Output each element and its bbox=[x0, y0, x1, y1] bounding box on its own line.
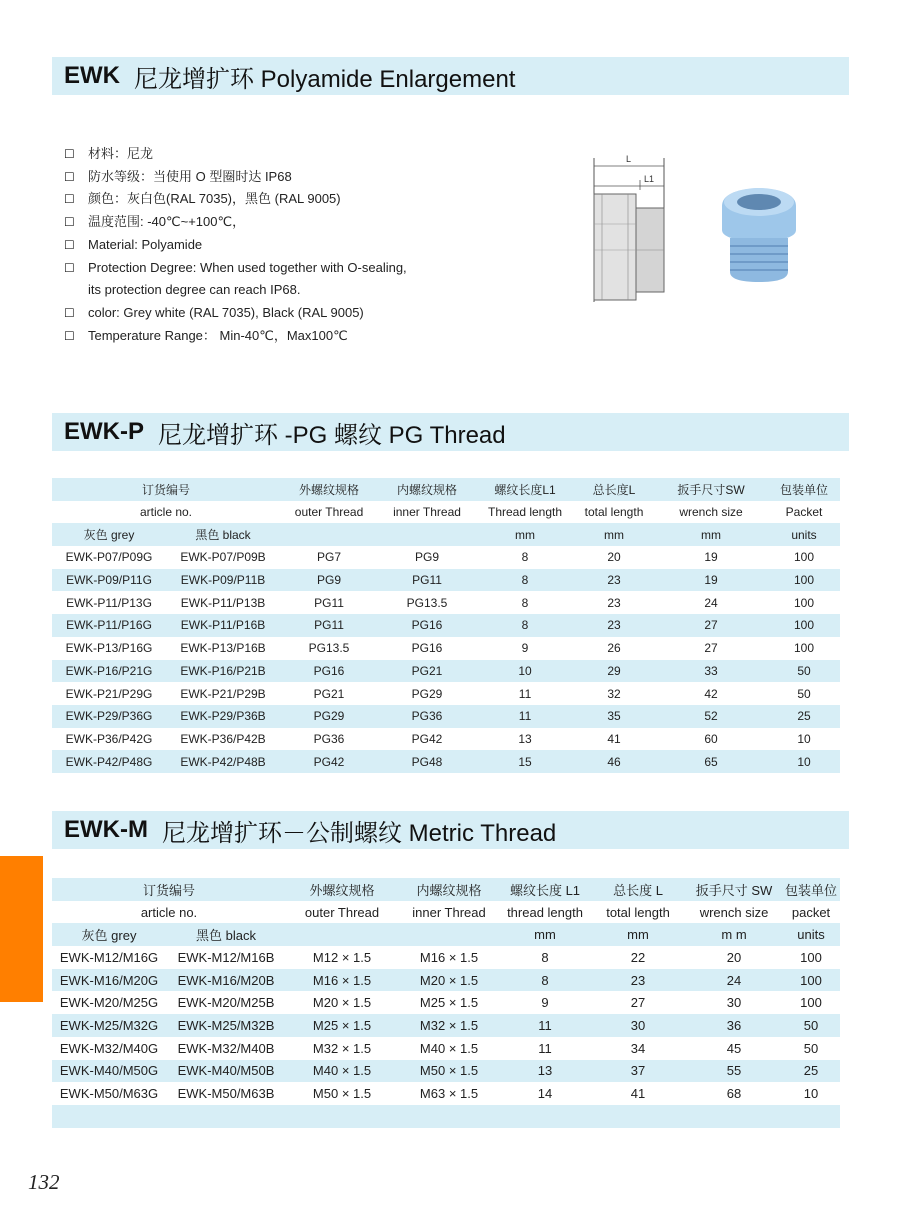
table-cell: EWK-M32/M40G bbox=[59, 1040, 159, 1056]
table-cell: 11 bbox=[538, 1040, 552, 1056]
header-row-units bbox=[52, 923, 840, 946]
header-row-en bbox=[52, 901, 840, 924]
table-row bbox=[52, 1037, 840, 1060]
table-cell: EWK-M50/M63G bbox=[59, 1086, 159, 1102]
table-cell: 10 bbox=[768, 750, 840, 773]
table-cell: 24 bbox=[686, 969, 782, 992]
table-cell: 8 bbox=[541, 949, 549, 965]
header-cell: units bbox=[782, 923, 840, 946]
table-cell: 27 bbox=[654, 614, 768, 637]
table-cell: M40 × 1.5 bbox=[419, 1040, 479, 1056]
table-cell: EWK-P11/P13B bbox=[180, 595, 266, 610]
table-cell: 52 bbox=[654, 705, 768, 728]
table-cell: 68 bbox=[726, 1086, 742, 1102]
table-cell: PG16 bbox=[378, 614, 476, 637]
table-cell: PG21 bbox=[313, 686, 345, 701]
table-cell: 25 bbox=[782, 1060, 840, 1083]
table-cell: 100 bbox=[800, 995, 822, 1011]
table-cell: EWK-P16/P21B bbox=[166, 660, 280, 683]
header-cell: inner Thread bbox=[393, 505, 461, 520]
header-cell bbox=[286, 923, 398, 946]
table-cell: 50 bbox=[782, 1014, 840, 1037]
section-header-metric bbox=[52, 811, 849, 849]
header-cell: wrench size bbox=[699, 904, 769, 920]
checkbox-bullet-icon: ☐ bbox=[64, 237, 75, 252]
header-cell: 扳手尺寸 SW bbox=[686, 878, 782, 901]
table-cell: M50 × 1.5 bbox=[312, 1086, 372, 1102]
table-cell: 8 bbox=[521, 550, 529, 565]
header-cell: 总长度 L bbox=[590, 878, 686, 901]
table-row bbox=[52, 546, 840, 569]
section-code: EWK bbox=[64, 62, 120, 89]
table-cell: 29 bbox=[574, 660, 654, 683]
table-row bbox=[52, 946, 840, 969]
table-cell: 100 bbox=[768, 614, 840, 637]
header-cell: 黑色 black bbox=[166, 923, 286, 946]
table-row bbox=[52, 682, 840, 705]
header-cell: total length bbox=[606, 904, 670, 920]
header-cell: outer Thread bbox=[304, 904, 380, 920]
section-code: EWK-M bbox=[64, 816, 148, 843]
table-cell: M50 × 1.5 bbox=[398, 1060, 500, 1083]
header-cell: 外螺纹规格 bbox=[286, 878, 398, 901]
header-cell: 外螺纹规格 bbox=[280, 478, 378, 501]
table-cell: PG7 bbox=[317, 550, 342, 565]
header-row-cn bbox=[52, 478, 840, 501]
spec-text: its protection degree can reach IP68. bbox=[88, 282, 301, 298]
section-title: 尼龙增扩环 -PG 螺纹 PG Thread bbox=[158, 421, 506, 449]
header-cell: thread length bbox=[507, 904, 583, 920]
spec-text: 防水等级：当使用 O 型圈时达 IP68 bbox=[88, 168, 292, 184]
header-cell: Thread length bbox=[487, 505, 563, 520]
table-cell: 33 bbox=[654, 660, 768, 683]
header-row-en bbox=[52, 501, 840, 524]
checkbox-bullet-icon: ☐ bbox=[64, 215, 75, 230]
table-cell: 20 bbox=[607, 550, 621, 565]
table-cell: 36 bbox=[686, 1014, 782, 1037]
header-cell: 灰色 grey bbox=[52, 923, 166, 946]
table-cell: 11 bbox=[500, 1014, 590, 1037]
header-cell: article no. bbox=[139, 505, 193, 520]
table-cell: EWK-P16/P21G bbox=[52, 660, 166, 683]
table-row bbox=[52, 637, 840, 660]
table-cell: PG48 bbox=[378, 750, 476, 773]
header-cell: mm bbox=[654, 523, 768, 546]
page-number: 132 bbox=[28, 1170, 60, 1194]
checkbox-bullet-icon: ☐ bbox=[64, 305, 75, 320]
table-cell: 11 bbox=[518, 686, 532, 701]
header-cell: mm bbox=[574, 523, 654, 546]
table-cell: EWK-M40/M50B bbox=[166, 1060, 286, 1083]
section-title: 尼龙增扩环－公制螺纹 Metric Thread bbox=[161, 819, 557, 847]
spec-text: 材料：尼龙 bbox=[88, 146, 154, 161]
spec-item bbox=[64, 257, 544, 280]
table-cell: 50 bbox=[797, 686, 811, 701]
table-cell: M40 × 1.5 bbox=[286, 1060, 398, 1083]
table-cell: 8 bbox=[476, 614, 574, 637]
product-photo bbox=[716, 176, 802, 286]
header-cell: 螺纹长度 L1 bbox=[500, 878, 590, 901]
table-cell: 100 bbox=[794, 550, 815, 565]
table-cell: EWK-P42/P48G bbox=[52, 750, 166, 773]
header-cell: 总长度L bbox=[574, 478, 654, 501]
table-cell: 65 bbox=[654, 750, 768, 773]
table-cell: PG9 bbox=[415, 550, 440, 565]
header-cell: packet bbox=[791, 904, 831, 920]
table-cell: 100 bbox=[794, 641, 815, 656]
table-row bbox=[52, 705, 840, 728]
checkbox-bullet-icon: ☐ bbox=[64, 260, 75, 275]
table-cell: PG9 bbox=[280, 569, 378, 592]
table-cell: EWK-M50/M63B bbox=[177, 1086, 275, 1102]
table-cell: EWK-M25/M32G bbox=[52, 1014, 166, 1037]
table-cell: 34 bbox=[630, 1040, 646, 1056]
technical-drawing bbox=[588, 150, 674, 310]
table-cell: EWK-M20/M25G bbox=[59, 995, 159, 1011]
table-cell: 14 bbox=[537, 1086, 553, 1102]
table-cell: 27 bbox=[704, 641, 718, 656]
table-cell: 60 bbox=[704, 731, 718, 746]
header-cell: outer Thread bbox=[294, 505, 364, 520]
table-cell: PG13.5 bbox=[406, 595, 448, 610]
table-cell: EWK-P29/P36G bbox=[52, 705, 166, 728]
table-cell: 8 bbox=[476, 569, 574, 592]
table-cell: 8 bbox=[521, 595, 529, 610]
table-cell: M25 × 1.5 bbox=[286, 1014, 398, 1037]
table-cell: 100 bbox=[782, 969, 840, 992]
table-cell: 50 bbox=[768, 660, 840, 683]
header-cell: mm bbox=[476, 523, 574, 546]
spec-item bbox=[64, 302, 544, 325]
metric-thread-table bbox=[52, 878, 840, 1128]
table-cell: M20 × 1.5 bbox=[398, 969, 500, 992]
table-cell: 10 bbox=[476, 660, 574, 683]
table-cell: 10 bbox=[803, 1086, 819, 1102]
table-row bbox=[52, 750, 840, 773]
table-cell: 22 bbox=[630, 949, 646, 965]
table-cell: 26 bbox=[607, 641, 621, 656]
table-cell: 23 bbox=[574, 569, 654, 592]
table-row bbox=[52, 614, 840, 637]
table-cell: M25 × 1.5 bbox=[419, 995, 479, 1011]
section-title: 尼龙增扩环 Polyamide Enlargement bbox=[134, 65, 516, 93]
section-side-tab bbox=[0, 856, 43, 1002]
header-cell: 螺纹长度L1 bbox=[476, 478, 574, 501]
table-cell: EWK-P11/P13G bbox=[66, 595, 152, 610]
header-cell bbox=[280, 523, 378, 546]
table-cell: M16 × 1.5 bbox=[419, 949, 479, 965]
table-cell: EWK-P11/P16B bbox=[166, 614, 280, 637]
table-cell: PG29 bbox=[411, 686, 443, 701]
table-cell: 46 bbox=[574, 750, 654, 773]
table-cell: M16 × 1.5 bbox=[286, 969, 398, 992]
header-cell: 黑色 black bbox=[166, 523, 280, 546]
table-cell: M63 × 1.5 bbox=[419, 1086, 479, 1102]
spec-text: 温度范围: -40℃~+100℃， bbox=[88, 214, 246, 230]
table-cell: 8 bbox=[500, 969, 590, 992]
table-cell: EWK-M12/M16B bbox=[177, 949, 275, 965]
header-cell: mm bbox=[500, 923, 590, 946]
table-cell: 37 bbox=[590, 1060, 686, 1083]
table-cell: PG11 bbox=[378, 569, 476, 592]
header-cell: units bbox=[768, 523, 840, 546]
header-cell: 灰色 grey bbox=[52, 523, 166, 546]
table-cell: 20 bbox=[726, 949, 742, 965]
table-cell: EWK-P07/P09B bbox=[180, 550, 266, 565]
table-row bbox=[52, 991, 840, 1014]
table-cell: 27 bbox=[630, 995, 646, 1011]
table-cell: 50 bbox=[803, 1040, 819, 1056]
empty-cell bbox=[52, 1105, 840, 1128]
table-cell: 23 bbox=[574, 614, 654, 637]
table-cell: M32 × 1.5 bbox=[398, 1014, 500, 1037]
table-cell: 30 bbox=[726, 995, 742, 1011]
table-row bbox=[52, 1014, 840, 1037]
table-cell: 23 bbox=[590, 969, 686, 992]
table-row bbox=[52, 591, 840, 614]
table-cell: 55 bbox=[686, 1060, 782, 1083]
spec-text: color: Grey white (RAL 7035), Black (RAL 9005) bbox=[88, 304, 364, 320]
table-cell: EWK-P07/P09G bbox=[65, 550, 153, 565]
checkbox-bullet-icon: ☐ bbox=[64, 328, 75, 343]
header-row-cn bbox=[52, 878, 840, 901]
table-cell: EWK-M16/M20G bbox=[52, 969, 166, 992]
table-cell: 45 bbox=[726, 1040, 742, 1056]
header-cell: 包装单位 bbox=[768, 478, 840, 501]
table-cell: 13 bbox=[500, 1060, 590, 1083]
pg-thread-table bbox=[52, 478, 840, 773]
table-cell: EWK-P09/P11G bbox=[52, 569, 166, 592]
spec-item bbox=[64, 143, 544, 166]
table-cell: EWK-P13/P16B bbox=[180, 641, 266, 656]
table-cell: PG42 bbox=[280, 750, 378, 773]
table-cell: PG36 bbox=[378, 705, 476, 728]
table-cell: EWK-M25/M32B bbox=[166, 1014, 286, 1037]
header-cell: article no. bbox=[140, 904, 198, 920]
dimension-l1-label: L1 bbox=[644, 174, 655, 184]
header-row-units bbox=[52, 523, 840, 546]
table-row bbox=[52, 1082, 840, 1105]
table-row bbox=[52, 1060, 840, 1083]
table-cell: EWK-P21/P29G bbox=[65, 686, 153, 701]
table-cell: 100 bbox=[768, 569, 840, 592]
spec-text: Material: Polyamide bbox=[88, 236, 203, 252]
table-cell: EWK-M20/M25B bbox=[177, 995, 275, 1011]
table-cell: EWK-P11/P16G bbox=[52, 614, 166, 637]
table-cell: M32 × 1.5 bbox=[312, 1040, 372, 1056]
spec-item bbox=[64, 234, 544, 257]
table-cell: M12 × 1.5 bbox=[312, 949, 372, 965]
table-cell: 100 bbox=[800, 949, 822, 965]
spec-text: Temperature Range： Min-40℃，Max100℃ bbox=[88, 327, 348, 343]
table-cell: EWK-P36/P42G bbox=[65, 731, 153, 746]
table-row bbox=[52, 969, 840, 992]
header-cell: 订货编号 bbox=[52, 478, 280, 501]
section-code: EWK-P bbox=[64, 418, 144, 445]
header-cell: 内螺纹规格 bbox=[398, 878, 500, 901]
table-cell: 9 bbox=[521, 641, 529, 656]
table-cell: EWK-P42/P48B bbox=[166, 750, 280, 773]
spec-item bbox=[64, 211, 544, 234]
section-header-pg bbox=[52, 413, 849, 451]
header-cell: total length bbox=[584, 505, 644, 520]
table-cell: 42 bbox=[704, 686, 718, 701]
table-cell: PG21 bbox=[378, 660, 476, 683]
spec-item bbox=[64, 188, 544, 211]
table-cell: PG16 bbox=[280, 660, 378, 683]
checkbox-bullet-icon: ☐ bbox=[64, 169, 75, 184]
header-cell: 订货编号 bbox=[52, 878, 286, 901]
header-cell bbox=[378, 523, 476, 546]
checkbox-bullet-icon: ☐ bbox=[64, 192, 75, 207]
table-row bbox=[52, 569, 840, 592]
header-cell: mm bbox=[590, 923, 686, 946]
table-cell: PG13.5 bbox=[308, 641, 350, 656]
table-cell: 41 bbox=[607, 731, 621, 746]
header-cell: m m bbox=[686, 923, 782, 946]
spec-text: Protection Degree: When used together with O-sealing, bbox=[88, 259, 407, 275]
header-cell: Packet bbox=[785, 505, 823, 520]
table-cell: 19 bbox=[704, 550, 718, 565]
table-cell: EWK-P09/P11B bbox=[166, 569, 280, 592]
table-cell: EWK-M40/M50G bbox=[52, 1060, 166, 1083]
table-cell: 10 bbox=[797, 731, 811, 746]
table-cell: PG42 bbox=[411, 731, 443, 746]
spec-item bbox=[64, 166, 544, 189]
table-cell: 23 bbox=[607, 595, 621, 610]
table-cell: EWK-M32/M40B bbox=[177, 1040, 275, 1056]
dimension-l-label: L bbox=[626, 154, 632, 164]
table-cell: PG36 bbox=[313, 731, 345, 746]
table-cell: EWK-M12/M16G bbox=[59, 949, 159, 965]
header-cell bbox=[398, 923, 500, 946]
table-cell: 24 bbox=[704, 595, 718, 610]
table-cell: PG11 bbox=[314, 595, 344, 610]
table-cell: PG29 bbox=[280, 705, 378, 728]
table-cell: M20 × 1.5 bbox=[312, 995, 372, 1011]
table-cell: 35 bbox=[574, 705, 654, 728]
header-cell: wrench size bbox=[679, 505, 743, 520]
spec-item bbox=[64, 279, 544, 302]
table-cell: EWK-P29/P36B bbox=[166, 705, 280, 728]
table-cell: 13 bbox=[518, 731, 532, 746]
table-cell: 25 bbox=[768, 705, 840, 728]
table-row bbox=[52, 728, 840, 751]
table-cell: EWK-P36/P42B bbox=[180, 731, 266, 746]
table-cell: 9 bbox=[541, 995, 549, 1011]
table-cell: EWK-M16/M20B bbox=[166, 969, 286, 992]
table-row-empty bbox=[52, 1105, 840, 1128]
table-cell: EWK-P13/P16G bbox=[65, 641, 153, 656]
table-cell: PG11 bbox=[280, 614, 378, 637]
table-cell: 100 bbox=[794, 595, 815, 610]
header-cell: inner Thread bbox=[412, 904, 486, 920]
spec-list bbox=[64, 143, 544, 347]
table-cell: 30 bbox=[590, 1014, 686, 1037]
checkbox-bullet-icon: ☐ bbox=[64, 147, 75, 161]
table-row bbox=[52, 660, 840, 683]
table-cell: PG16 bbox=[411, 641, 443, 656]
spec-item bbox=[64, 325, 544, 348]
spec-text: 颜色：灰白色(RAL 7035)，黑色 (RAL 9005) bbox=[88, 191, 341, 207]
table-cell: 32 bbox=[607, 686, 621, 701]
header-cell: 内螺纹规格 bbox=[378, 478, 476, 501]
section-header-ewk bbox=[52, 57, 849, 95]
table-cell: 41 bbox=[630, 1086, 646, 1102]
table-cell: 19 bbox=[654, 569, 768, 592]
header-cell: 扳手尺寸SW bbox=[654, 478, 768, 501]
table-cell: EWK-P21/P29B bbox=[180, 686, 266, 701]
table-cell: 11 bbox=[476, 705, 574, 728]
table-cell: 15 bbox=[476, 750, 574, 773]
header-cell: 包装单位 bbox=[782, 878, 840, 901]
